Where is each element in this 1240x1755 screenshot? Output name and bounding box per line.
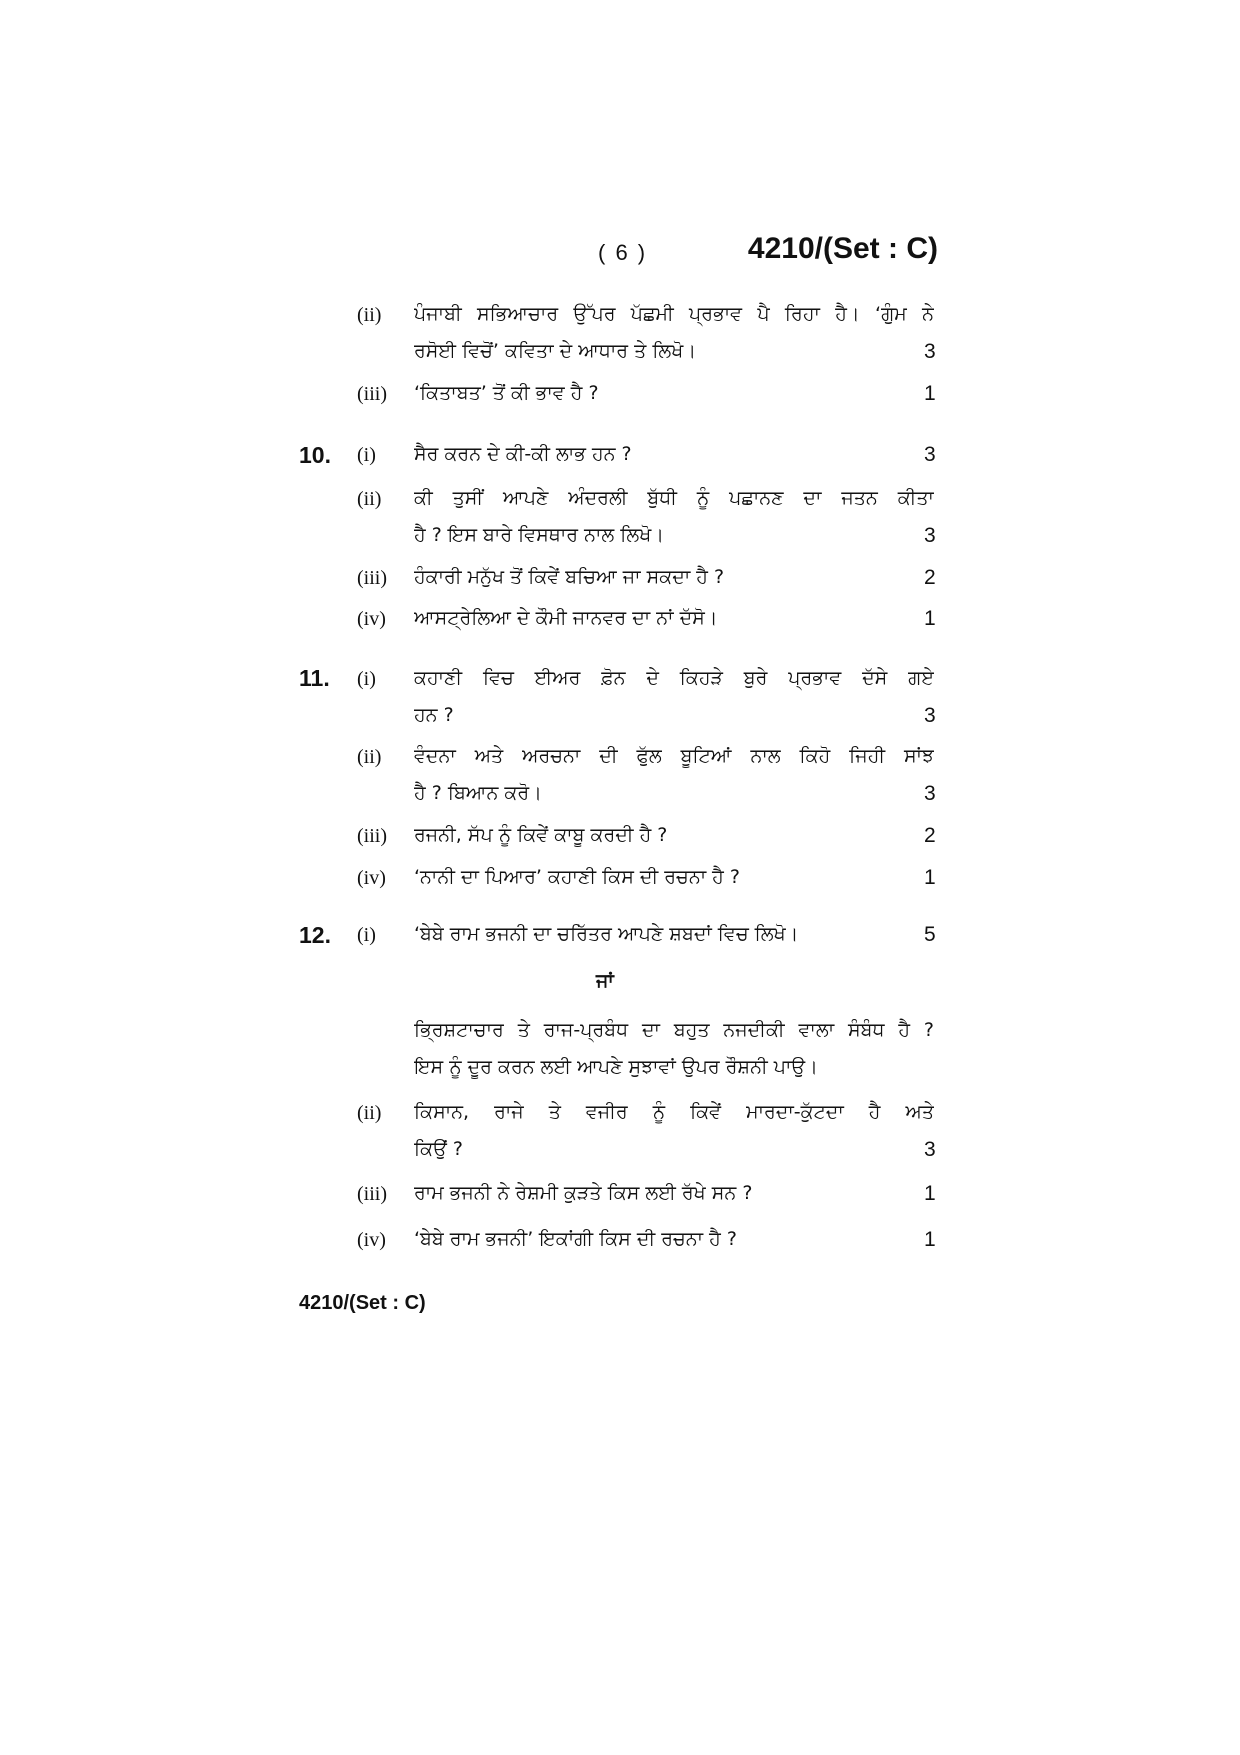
q10-iii-text: ਹੰਕਾਰੀ ਮਨੁੱਖ ਤੋਂ ਕਿਵੇਂ ਬਚਿਆ ਜਾ ਸਕਦਾ ਹੈ ? [414,566,725,588]
q11-i-text-line1: ਕਹਾਣੀ ਵਿਚ ਈਅਰ ਫ਼ੋਨ ਦੇ ਕਿਹੜੇ ਬੁਰੇ ਪ੍ਰਭਾਵ ਦੱਸੇ ਗਏ [414,667,934,689]
q10-iii-marks: 2 [924,566,936,589]
q12-alt-text-line1: ਭ੍ਰਿਸ਼ਟਾਚਾਰ ਤੇ ਰਾਜ-ਪ੍ਰਬੰਧ ਦਾ ਬਹੁਤ ਨਜਦੀਕੀ ਵਾਲਾ ਸੰਬੰਧ ਹੈ ? [414,1019,934,1041]
q9-iii-marks: 1 [924,382,936,405]
q12-iii-text: ਰਾਮ ਭਜਨੀ ਨੇ ਰੇਸ਼ਮੀ ਕੁੜਤੇ ਕਿਸ ਲਈ ਰੱਖੇ ਸਨ ? [414,1182,753,1204]
q11-iii-text: ਰਜਨੀ, ਸੱਪ ਨੂੰ ਕਿਵੇਂ ਕਾਬੂ ਕਰਦੀ ਹੈ ? [414,824,668,846]
question-number-10: 10. [299,442,331,468]
q11-iv-marks: 1 [924,866,936,889]
q9-iii-text: ‘ਕਿਤਾਬਤ’ ਤੋਂ ਕੀ ਭਾਵ ਹੈ ? [414,382,599,404]
q9-ii-marks: 3 [924,340,936,363]
paper-code-header: 4210/(Set : C) [747,232,938,265]
q12-iv-label: (iv) [357,1229,386,1251]
q10-iii-label: (iii) [357,567,387,589]
q12-ii-text-line2: ਕਿਉਂ ? [414,1138,463,1160]
question-number-12: 12. [299,922,331,948]
q10-iv-label: (iv) [357,608,386,630]
q12-alt-text-line2: ਇਸ ਨੂੰ ਦੂਰ ਕਰਨ ਲਈ ਆਪਣੇ ਸੁਝਾਵਾਂ ਉਪਰ ਰੌਸ਼ਨੀ ਪਾਉ। [414,1056,818,1078]
q12-iii-label: (iii) [357,1183,387,1205]
q10-i-marks: 3 [924,443,936,466]
q9-ii-label: (ii) [357,304,382,326]
q11-ii-text-line1: ਵੰਦਨਾ ਅਤੇ ਅਰਚਨਾ ਦੀ ਫੁੱਲ ਬੂਟਿਆਂ ਨਾਲ ਕਿਹੋ ਜਿਹੀ ਸਾਂਝ [414,745,934,767]
q12-ii-marks: 3 [924,1138,936,1161]
q10-ii-text-line1: ਕੀ ਤੁਸੀਂ ਆਪਣੇ ਅੰਦਰਲੀ ਬੁੱਧੀ ਨੂੰ ਪਛਾਨਣ ਦਾ ਜਤਨ ਕੀਤਾ [414,487,934,509]
q12-i-text: ‘ਬੇਬੇ ਰਾਮ ਭਜਨੀ ਦਾ ਚਰਿੱਤਰ ਆਪਣੇ ਸ਼ਬਦਾਂ ਵਿਚ ਲਿਖੋ। [414,923,799,945]
q10-i-label: (i) [357,444,376,466]
q11-i-label: (i) [357,668,376,690]
q12-ii-label: (ii) [357,1102,382,1124]
q9-ii-text-line1: ਪੰਜਾਬੀ ਸਭਿਆਚਾਰ ਉੱਪਰ ਪੱਛਮੀ ਪ੍ਰਭਾਵ ਪੈ ਰਿਹਾ ਹੈ। ‘ਗੁੰਮ ਨੇ [414,303,934,325]
q12-iv-text: ‘ਬੇਬੇ ਰਾਮ ਭਜਨੀ’ ਇਕਾਂਗੀ ਕਿਸ ਦੀ ਰਚਨਾ ਹੈ ? [414,1228,737,1250]
q10-ii-text-line2: ਹੈ ? ਇਸ ਬਾਰੇ ਵਿਸਥਾਰ ਨਾਲ ਲਿਖੋ। [414,524,665,546]
q11-iv-label: (iv) [357,867,386,889]
q11-i-text-line2: ਹਨ ? [414,704,454,726]
q12-i-marks: 5 [924,923,936,946]
q11-iii-label: (iii) [357,825,387,847]
q10-iv-marks: 1 [924,607,936,630]
q11-ii-text-line2: ਹੈ ? ਬਿਆਨ ਕਰੋ। [414,782,542,804]
or-separator: ਜਾਂ [596,970,614,992]
q10-iv-text: ਆਸਟ੍ਰੇਲਿਆ ਦੇ ਕੌਮੀ ਜਾਨਵਰ ਦਾ ਨਾਂ ਦੱਸੋ। [414,607,718,629]
q12-iii-marks: 1 [924,1182,936,1205]
q12-ii-text-line1: ਕਿਸਾਨ, ਰਾਜੇ ਤੇ ਵਜੀਰ ਨੂੰ ਕਿਵੇਂ ਮਾਰਦਾ-ਕੁੱਟਦਾ ਹੈ ਅਤੇ [414,1101,934,1123]
q11-i-marks: 3 [924,704,936,727]
q9-ii-text-line2: ਰਸੋਈ ਵਿਚੋਂ’ ਕਵਿਤਾ ਦੇ ਆਧਾਰ ਤੇ ਲਿਖੋ। [414,340,697,362]
question-number-11: 11. [299,665,330,691]
q10-ii-marks: 3 [924,524,936,547]
q11-iii-marks: 2 [924,824,936,847]
q12-iv-marks: 1 [924,1228,936,1251]
q11-iv-text: ‘ਨਾਨੀ ਦਾ ਪਿਆਰ’ ਕਹਾਣੀ ਕਿਸ ਦੀ ਰਚਨਾ ਹੈ ? [414,866,740,888]
q12-i-label: (i) [357,924,376,946]
q9-iii-label: (iii) [357,383,387,405]
q11-ii-label: (ii) [357,746,382,768]
q11-ii-marks: 3 [924,782,936,805]
paper-code-footer: 4210/(Set : C) [299,1292,426,1314]
q10-i-text: ਸੈਰ ਕਰਨ ਦੇ ਕੀ-ਕੀ ਲਾਭ ਹਨ ? [414,443,632,465]
q10-ii-label: (ii) [357,488,382,510]
page-number: ( 6 ) [598,240,648,265]
